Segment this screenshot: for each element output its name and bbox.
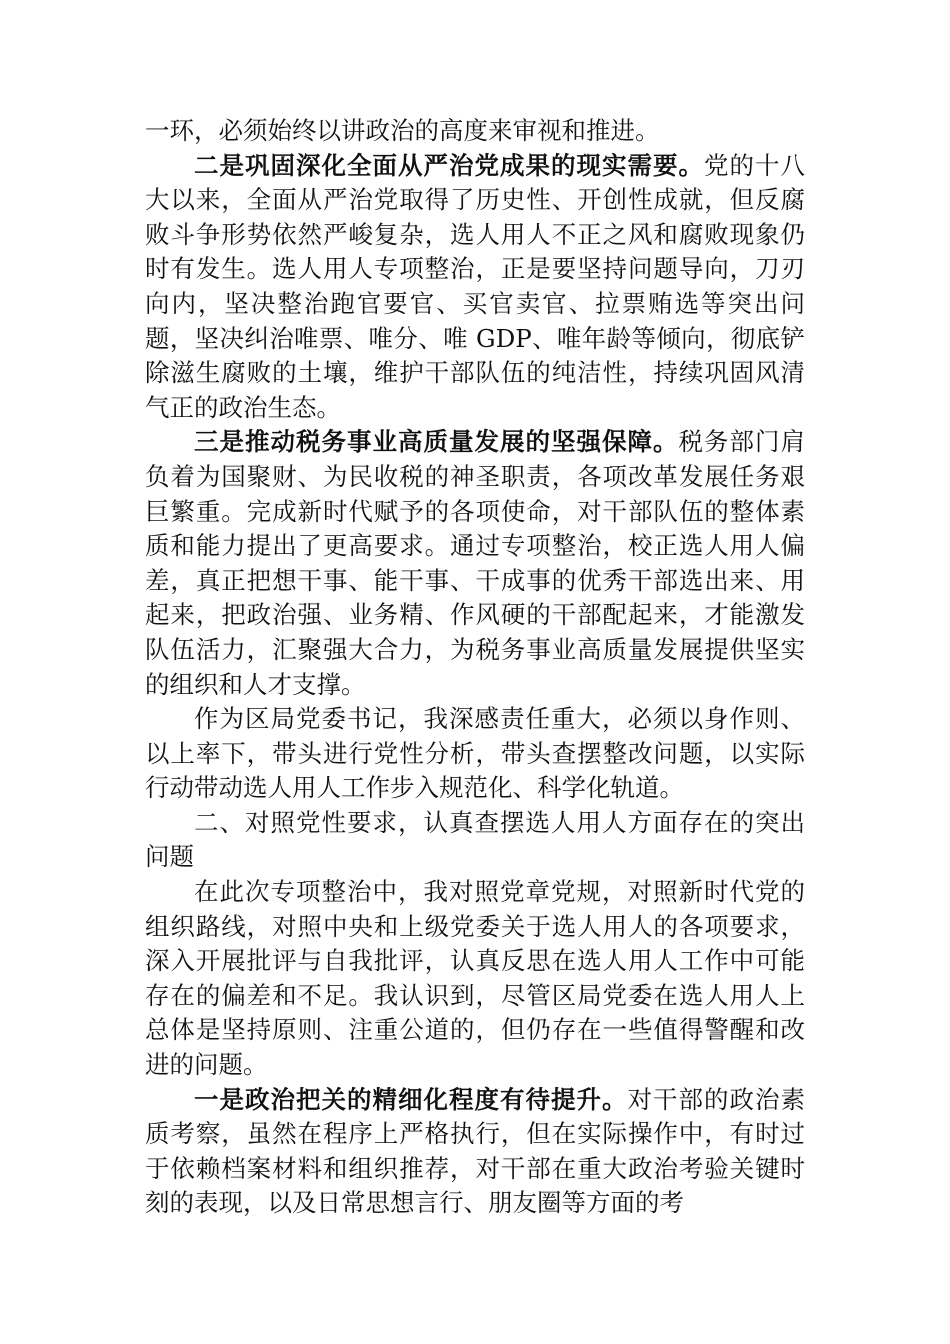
paragraph-problem-one [145,1083,805,1221]
paragraph-text: 对干部的政治素质考察，虽然在程序上严格执行，但在实际操作中，有时过于依赖档案材料和组织推荐，对干部在重大政治考验关键时刻的表现，以及日常思想言行、朋友圈等方面的考 [145,1084,805,1218]
paragraph-point-two [145,149,805,426]
paragraph-secretary-statement [145,702,805,806]
paragraph-lead: 一是政治把关的精细化程度有待提升。 [194,1084,628,1114]
document-body [145,114,805,1221]
paragraph-lead: 三是推动税务事业高质量发展的坚强保障。 [194,427,679,457]
section-heading [145,806,805,875]
paragraph-text: 作为区局党委书记，我深感责任重大，必须以身作则、以上率下，带头进行党性分析，带头查摆整改问题，以实际行动带动选人用人工作步入规范化、科学化轨道。 [145,704,805,803]
paragraph-self-review [145,875,805,1083]
paragraph-text: 税务部门肩负着为国聚财、为民收税的神圣职责，各项改革发展任务艰巨繁重。完成新时代赋予的各项使命，对干部队伍的整体素质和能力提出了更高要求。通过专项整治，校正选人用人偏差，真正把想干事、能干事、干成事的优秀干部选出来、用起来，把政治强、业务精、作风硬的干部配起来，才能激发队伍活力，汇聚强大合力，为税务事业高质量发展提供坚实的组织和人才支撑。 [145,427,805,699]
paragraph-continued [145,114,805,149]
paragraph-text: 一环，必须始终以讲政治的高度来审视和推进。 [145,116,660,145]
section-heading-text: 二、对照党性要求，认真查摆选人用人方面存在的突出问题 [145,807,805,872]
paragraph-point-three [145,425,805,702]
paragraph-lead: 二是巩固深化全面从严治党成果的现实需要。 [194,150,704,180]
paragraph-text: 党的十八大以来，全面从严治党取得了历史性、开创性成就，但反腐败斗争形势依然严峻复杂，选人用人不正之风和腐败现象仍时有发生。选人用人专项整治，正是要坚持问题导向，刀刃向内，坚决整治跑官要官、买官卖官、拉票贿选等突出问题，坚决纠治唯票、唯分、唯 GDP、唯年龄等倾向，彻底铲除滋生腐败的土壤，维护干部队伍的纯洁性，持续巩固风清气正的政治生态。 [145,150,805,422]
paragraph-text: 在此次专项整治中，我对照党章党规，对照新时代党的组织路线，对照中央和上级党委关于选人用人的各项要求，深入开展批评与自我批评，认真反思在选人用人工作中可能存在的偏差和不足。我认识到，尽管区局党委在选人用人上总体是坚持原则、注重公道的，但仍存在一些值得警醒和改进的问题。 [145,877,805,1080]
